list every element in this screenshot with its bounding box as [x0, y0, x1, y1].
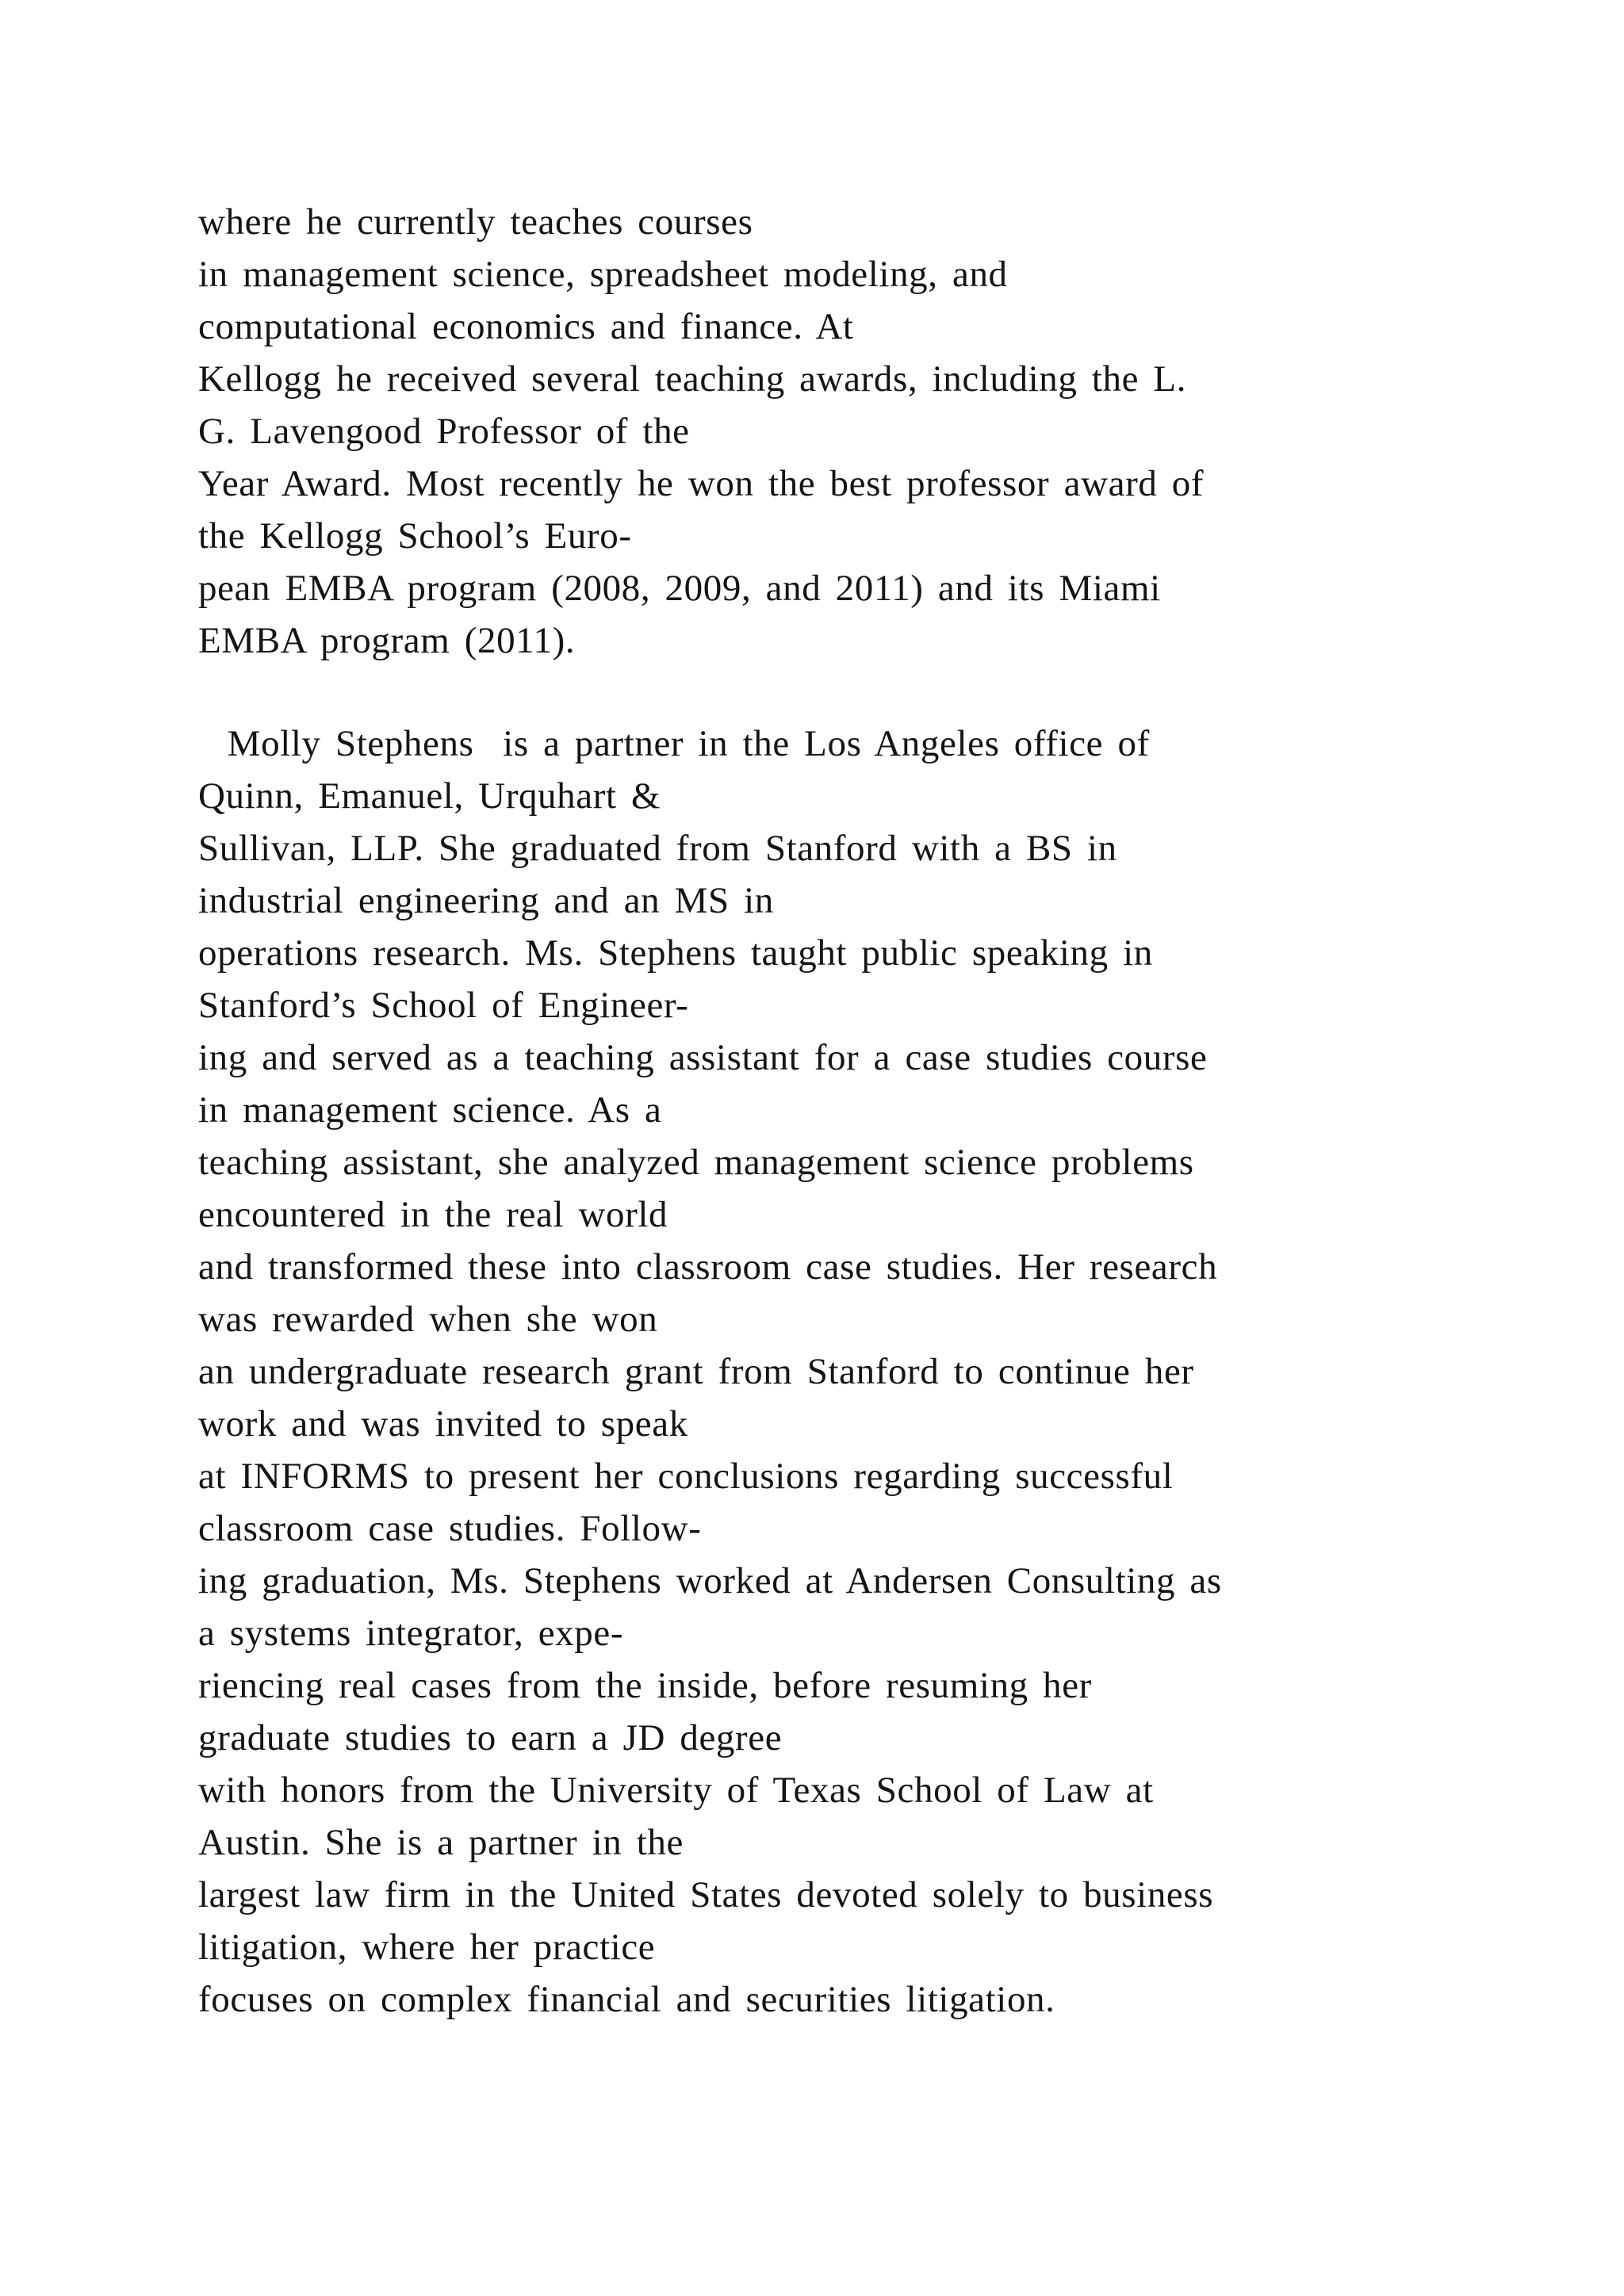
- text-line: focuses on complex financial and securities litigation.: [198, 1979, 1055, 2020]
- text-line: a systems integrator, expe-: [198, 1613, 624, 1654]
- text-line: the Kellogg School’s Euro-: [198, 515, 632, 557]
- text-line: Molly Stephens is a partner in the Los Angeles office of: [198, 723, 1150, 764]
- text-line: at INFORMS to present her conclusions regarding successful: [198, 1456, 1174, 1497]
- text-line: with honors from the University of Texas School of Law at: [198, 1770, 1154, 1811]
- text-line: largest law firm in the United States devoted solely to business: [198, 1874, 1214, 1915]
- text-line: computational economics and finance. At: [198, 306, 854, 347]
- text-line: industrial engineering and an MS in: [198, 880, 774, 921]
- text-line: EMBA program (2011).: [198, 620, 576, 661]
- paragraph-bio-molly-stephens: [198, 718, 1546, 2026]
- text-line: operations research. Ms. Stephens taught public speaking in: [198, 932, 1153, 974]
- text-line: litigation, where her practice: [198, 1927, 656, 1968]
- text-line: encountered in the real world: [198, 1194, 668, 1235]
- text-line: Quinn, Emanuel, Urquhart &: [198, 775, 661, 817]
- text-line: Year Award. Most recently he won the best professor award of: [198, 463, 1205, 504]
- text-line: ing graduation, Ms. Stephens worked at Andersen Consulting as: [198, 1560, 1222, 1601]
- text-line: Sullivan, LLP. She graduated from Stanford with a BS in: [198, 828, 1117, 869]
- text-line: riencing real cases from the inside, before resuming her: [198, 1665, 1092, 1706]
- text-line: where he currently teaches courses: [198, 201, 753, 243]
- text-line: G. Lavengood Professor of the: [198, 411, 690, 452]
- text-line: Stanford’s School of Engineer-: [198, 985, 689, 1026]
- text-line: in management science. As a: [198, 1089, 662, 1131]
- text-line: graduate studies to earn a JD degree: [198, 1717, 783, 1758]
- text-line: Austin. She is a partner in the: [198, 1822, 684, 1863]
- text-line: teaching assistant, she analyzed management science problems: [198, 1142, 1194, 1183]
- text-line: classroom case studies. Follow-: [198, 1508, 702, 1549]
- text-line: ing and served as a teaching assistant for a case studies course: [198, 1037, 1208, 1078]
- text-line: and transformed these into classroom case studies. Her research: [198, 1246, 1218, 1288]
- text-line: was rewarded when she won: [198, 1299, 658, 1340]
- text-line: in management science, spreadsheet modeling, and: [198, 254, 1008, 295]
- text-line: pean EMBA program (2008, 2009, and 2011) and its Miami: [198, 568, 1161, 609]
- text-line: an undergraduate research grant from Stanford to continue her: [198, 1351, 1194, 1392]
- text-line: work and was invited to speak: [198, 1403, 688, 1445]
- paragraph-bio-kellogg: [198, 196, 1546, 667]
- text-line: Kellogg he received several teaching awards, including the L.: [198, 358, 1187, 400]
